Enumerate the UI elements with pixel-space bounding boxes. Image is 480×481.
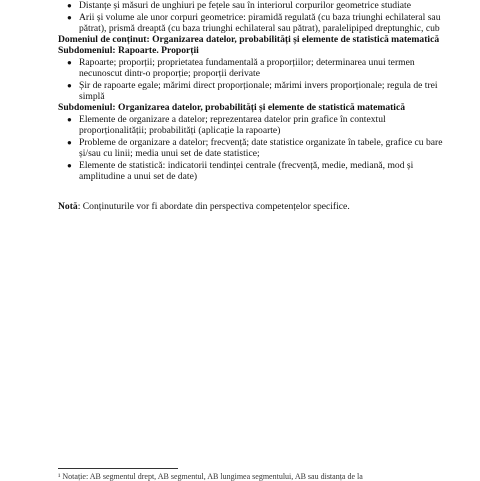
top-item-1: Distanțe și măsuri de unghiuri pe fețele sau în interiorul corpurilor geometrice studiate xyxy=(79,0,411,11)
subdomain-heading-1: Subdomeniul: Rapoarte. Proporții xyxy=(58,45,199,56)
bullet-icon: ● xyxy=(67,1,72,10)
note-paragraph xyxy=(58,201,350,212)
sub2-item-3-line1: Elemente de statistică: indicatorii tendinței centrale (frecvență, medie, mediană, mod și xyxy=(79,160,414,171)
sub1-item-2-line2: simplă xyxy=(79,91,105,102)
bullet-icon: ● xyxy=(67,13,72,22)
note-text: : Conținuturile vor fi abordate din perspectiva competențelor specifice. xyxy=(77,201,350,212)
sub1-item-1-line2: necunoscut dintr-o proporție; proporții derivate xyxy=(79,68,260,79)
footnote-divider xyxy=(58,468,178,469)
note-label: Notă xyxy=(58,201,78,212)
bullet-icon: ● xyxy=(67,115,72,124)
bullet-icon: ● xyxy=(67,161,72,170)
sub2-item-1-line2: proporționalității; probabilități (aplicație la rapoarte) xyxy=(79,125,281,136)
footnote: ¹ Notație: AB segmentul drept, AB segmentul, AB lungimea segmentului, AB sau distanța de la xyxy=(58,472,363,481)
sub2-item-3-line2: amplitudine a unui set de date) xyxy=(79,171,198,182)
bullet-icon: ● xyxy=(67,81,72,90)
sub2-item-2-line2: și/sau cu linii; media unui set de date statistice; xyxy=(79,148,260,159)
subdomain-heading-2: Subdomeniul: Organizarea datelor, probabilități și elemente de statistică matematică xyxy=(58,102,406,113)
domain-heading: Domeniul de conținut: Organizarea datelor, probabilități și elemente de statistică matematică xyxy=(58,34,440,45)
sub2-item-1-line1: Elemente de organizare a datelor; reprezentarea datelor prin grafice în contextul xyxy=(79,114,386,125)
sub1-item-1-line1: Rapoarte; proporții; proprietatea fundamentală a proporțiilor; determinarea unui termen xyxy=(79,57,415,68)
sub2-item-2-line1: Probleme de organizare a datelor; frecvență; date statistice organizate în tabele, grafice cu bare xyxy=(79,137,443,148)
sub1-item-2-line1: Șir de rapoarte egale; mărimi direct proporționale; mărimi invers proporționale; regula de trei xyxy=(79,80,438,91)
top-item-2-line1: Arii și volume ale unor corpuri geometrice: piramidă regulată (cu baza triunghi echilateral sau xyxy=(79,12,441,23)
top-item-2-line2: pătrat), prismă dreaptă (cu baza triunghi echilateral sau pătrat), paralelipiped dreptunghic, cub xyxy=(79,23,440,34)
bullet-icon: ● xyxy=(67,138,72,147)
bullet-icon: ● xyxy=(67,58,72,67)
